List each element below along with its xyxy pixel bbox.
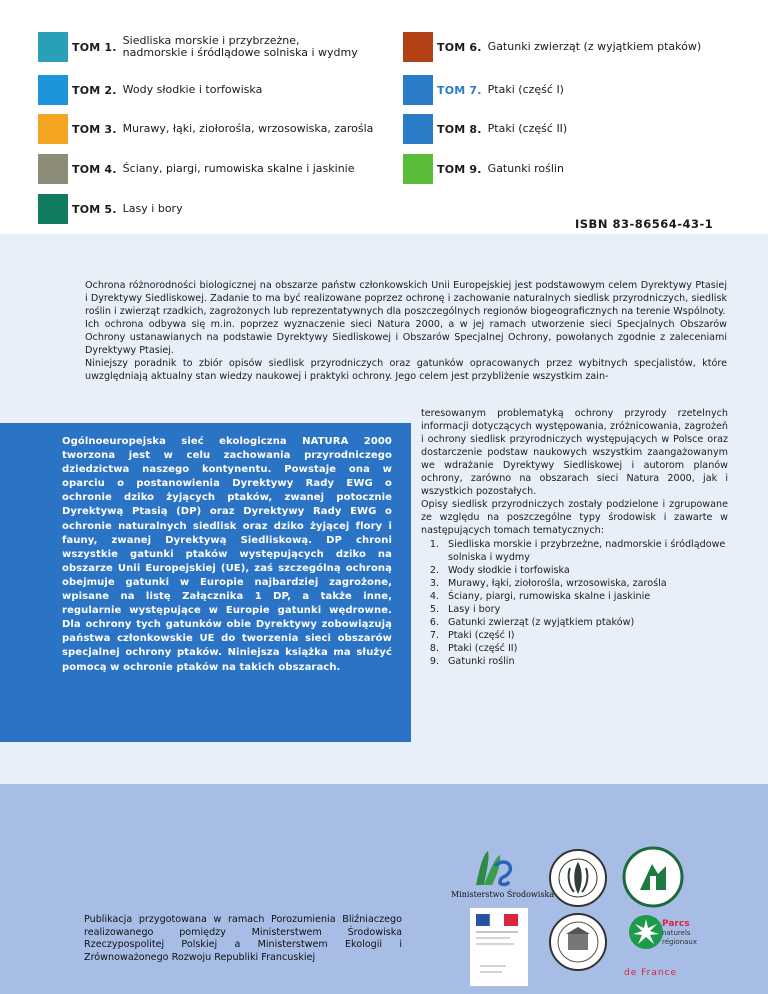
- volume-tom1: [38, 32, 358, 62]
- volume-tom8: [403, 114, 567, 144]
- parcs-text: Parcs naturels régionaux: [662, 919, 698, 946]
- list-item: 7. Ptaki (część I): [429, 630, 515, 641]
- volume-label: TOM 1.: [72, 40, 117, 54]
- list-item: 2. Wody słodkie i torfowiska: [429, 565, 570, 576]
- intro-text: [85, 279, 727, 383]
- list-item: 5. Lasy i bory: [429, 604, 501, 615]
- volume-color-swatch: [403, 75, 433, 105]
- french-ministry-logo: [470, 908, 528, 986]
- list-item: 1. Siedliska morskie i przybrzeżne, nadmorskie i śródlądowe solniska i wydmy: [429, 539, 726, 563]
- volume-list: [421, 538, 728, 668]
- volume-label: TOM 9.: [437, 162, 482, 176]
- right-paragraph: Opisy siedlisk przyrodniczych zostały podzielone i zgrupowane ze względu na poszczególne typy środowisk i zawarte w następujących tomach tematycznych:: [421, 499, 728, 536]
- parcs-country: de France: [624, 968, 678, 978]
- ministry-logo: [470, 845, 518, 889]
- seal-logo: [548, 848, 608, 908]
- volume-color-swatch: [403, 114, 433, 144]
- volume-title: Gatunki zwierząt (z wyjątkiem ptaków): [487, 40, 702, 53]
- volume-label: TOM 8.: [437, 122, 482, 136]
- volume-label: TOM 4.: [72, 162, 117, 176]
- volume-title: Siedliska morskie i przybrzeżne, nadmorskie i śródlądowe solniska i wydmy: [122, 34, 358, 59]
- volume-title: Gatunki roślin: [487, 162, 564, 175]
- natura-2000-box: [0, 423, 411, 742]
- isbn: ISBN 83-86564-43-1: [575, 217, 714, 231]
- volume-label: TOM 2.: [72, 83, 117, 97]
- intro-paragraph: Niniejszy poradnik to zbiór opisów siedlisk przyrodniczych oraz gatunków opracowanych przez wybitnych specjalistów, które uwzględniają aktualny stan wiedzy naukowej i praktyki ochrony. Jego celem jest przybliżenie wszystkim zain-: [85, 358, 727, 382]
- museum-seal-logo: [548, 912, 608, 972]
- list-item: 4. Ściany, piargi, rumowiska skalne i jaskinie: [429, 591, 651, 602]
- volume-label: TOM 3.: [72, 122, 117, 136]
- list-item: 8. Ptaki (część II): [429, 643, 518, 654]
- volume-label: TOM 7.: [437, 83, 482, 97]
- volume-tom5: [38, 194, 183, 224]
- volume-color-swatch: [38, 32, 68, 62]
- list-item: 6. Gatunki zwierząt (z wyjątkiem ptaków): [429, 617, 635, 628]
- right-paragraph: teresowanym problematyką ochrony przyrody rzetelnych informacji dotyczących występowania, zróżnicowania, zagrożeń i ochrony siedlisk przyrodniczych występujących w Polsce oraz dostarczenie podstaw naukowych wszystkim zaangażowanym we wdrażanie Dyrektywy Siedliskowej i autorom planów ochrony, zarówno na obszarach sieci Natura 2000, jak i wszystkich pozostałych.: [421, 408, 728, 497]
- volume-title: Ptaki (część I): [487, 83, 564, 96]
- volume-color-swatch: [38, 154, 68, 184]
- ministry-label: Ministerstwo Środowiska: [451, 890, 555, 899]
- volume-title: Lasy i bory: [122, 202, 183, 215]
- volume-color-swatch: [403, 154, 433, 184]
- list-item: 3. Murawy, łąki, ziołorośla, wrzosowiska, zarośla: [429, 578, 667, 589]
- volume-tom9: [403, 154, 564, 184]
- volume-label: TOM 6.: [437, 40, 482, 54]
- right-column: [421, 407, 728, 668]
- list-item: 9. Gatunki roślin: [429, 656, 515, 667]
- volume-title: Wody słodkie i torfowiska: [122, 83, 263, 96]
- volume-color-swatch: [38, 194, 68, 224]
- volume-label: TOM 5.: [72, 202, 117, 216]
- volume-tom6: [403, 32, 701, 62]
- intro-paragraph: Ochrona różnorodności biologicznej na obszarze państw członkowskich Unii Europejskiej jest podstawowym celem Dyrektywy Ptasiej i Dyrektywy Siedliskowej. Zadanie to ma być realizowane poprzez ochronę i zachowanie naturalnych siedlisk przyrodniczych, siedlisk roślin i zwierząt rzadkich, zagrożonych lub reprezentatywnych dla poszczególnych regionów biogeograficznych na terenie Wspólnoty.: [85, 280, 727, 317]
- volume-title: Ściany, piargi, rumowiska skalne i jaskinie: [122, 162, 355, 175]
- volume-color-swatch: [38, 75, 68, 105]
- volume-tom7: [403, 75, 564, 105]
- volume-tom4: [38, 154, 355, 184]
- volume-tom2: [38, 75, 262, 105]
- volume-color-swatch: [403, 32, 433, 62]
- intro-paragraph: Ich ochrona odbywa się m.in. poprzez wyznaczenie sieci Natura 2000, a w jej ramach utworzenie sieci Specjalnych Obszarów Ochrony ustanawianych na podstawie Dyrektywy Siedliskowej i Obszarów Specjalnej Ochrony, powołanych zgodnie z zaleceniami Dyrektywy Ptasiej.: [85, 319, 727, 356]
- lasy-panstwowe-logo: [622, 846, 684, 908]
- volume-title: Murawy, łąki, ziołorośla, wrzosowiska, zarośla: [122, 122, 374, 135]
- publication-note: Publikacja przygotowana w ramach Porozumienia Bliźniaczego realizowanego pomiędzy Ministerstwem Środowiska Rzeczypospolitej Polskiej a Ministerstwem Ekologii i Zrównoważonego Rozwoju Republiki Francuskiej: [84, 914, 402, 963]
- volume-color-swatch: [38, 114, 68, 144]
- volume-title: Ptaki (część II): [487, 122, 568, 135]
- parcs-naturels-logo: [624, 912, 698, 988]
- natura-2000-text: Ogólnoeuropejska sieć ekologiczna NATURA 2000 tworzona jest w celu zachowania przyrodniczego dziedzictwa naszego kontynentu. Powstaje ona w oparciu o postanowienia Dyrektywy Rady EWG o ochronie dziko żyjących ptaków, zwanej potocznie Dyrektywą Ptasią (DP) oraz Dyrektywy Rady EWG o ochronie naturalnych siedlisk oraz dziko żyjącej flory i fauny, zwanej Dyrektywą Siedliskową. DP chroni wszystkie gatunki ptaków występujących dziko na obszarze Unii Europejskiej (UE), zaś szczególną ochroną obejmuje gatunki w Europie najbardziej zagrożone, wpisane na listę Załącznika 1 DP, a także inne, regularnie występujące w Europie gatunki wędrowne. Dla ochrony tych gatunków obie Dyrektywy zobowiązują państwa członkowskie UE do tworzenia sieci obszarów specjalnej ochrony ptaków. Niniejsza książka ma służyć pomocą w ochronie ptaków na takich obszarach.: [62, 436, 392, 673]
- volume-tom3: [38, 114, 373, 144]
